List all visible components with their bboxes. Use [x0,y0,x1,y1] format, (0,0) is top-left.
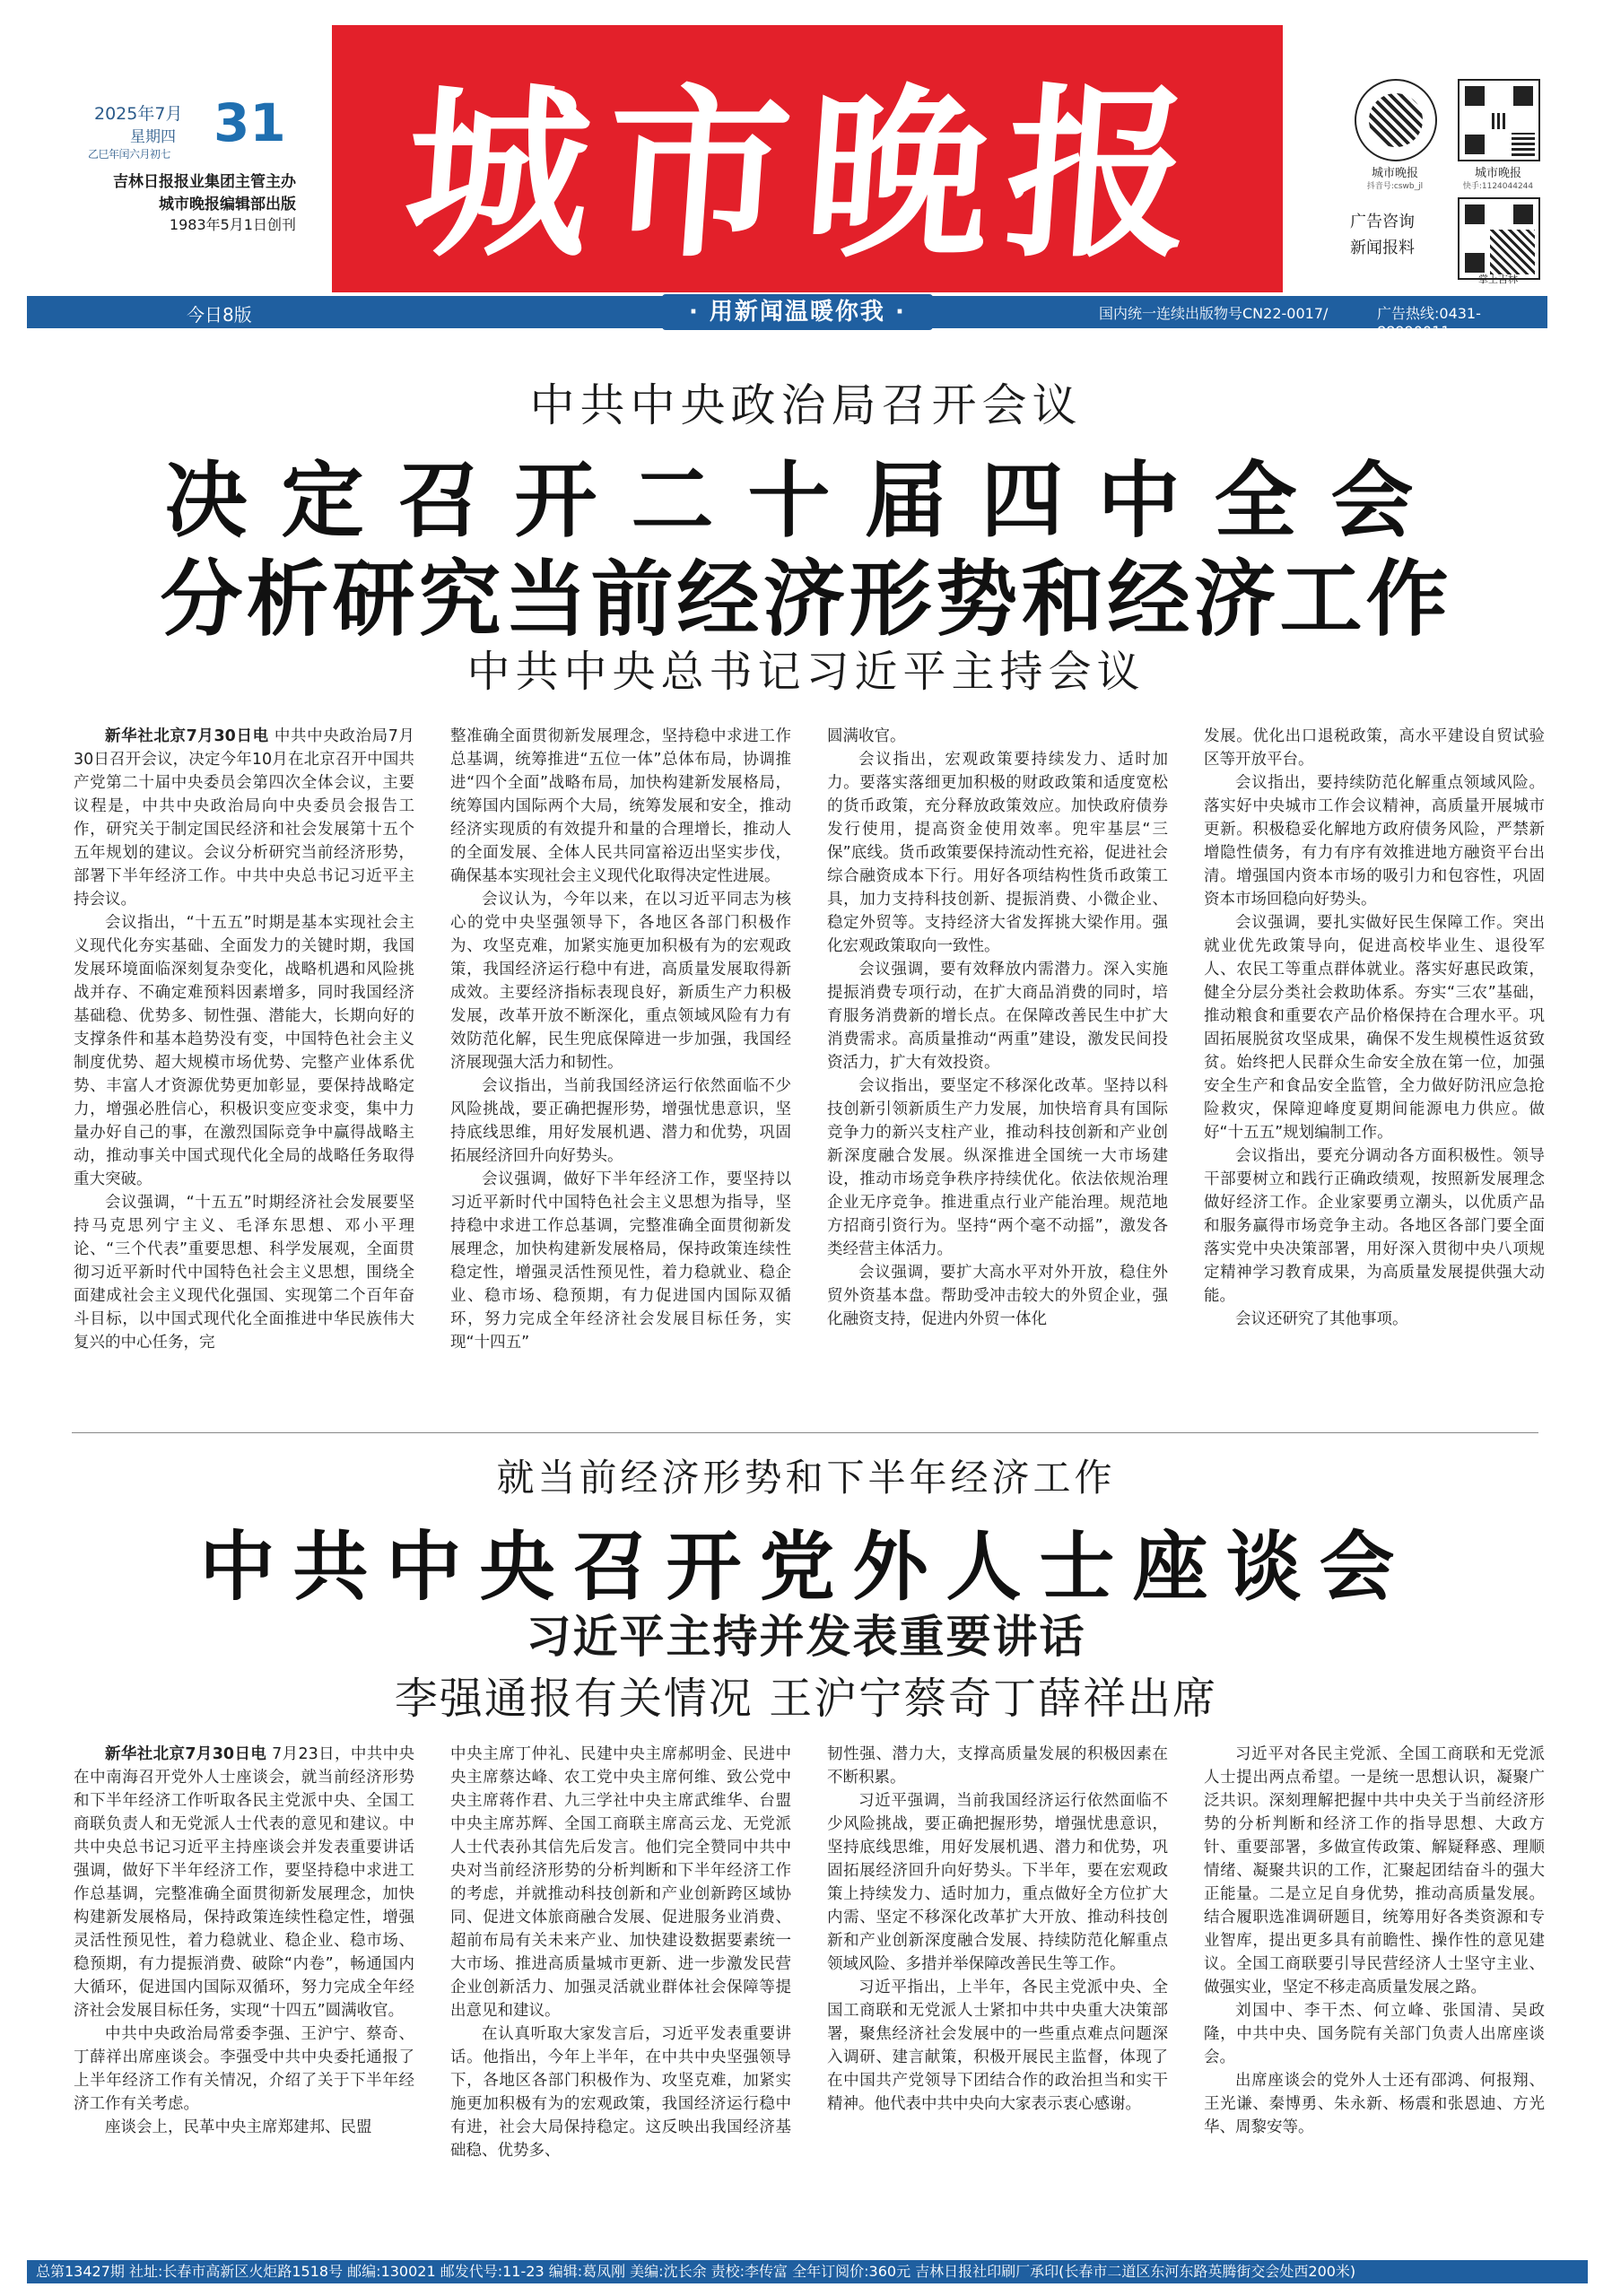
story2-column-4 [1204,1743,1545,2249]
story1-para: 会议强调，要扎实做好民生保障工作。突出就业优先政策导向，促进高校毕业生、退役军人、农民工等重点群体就业。落实好惠民政策，健全分层分类社会救助体系。夯实“三农”基础，推动粮食和重要农产品价格保持在合理水平。巩固拓展脱贫攻坚成果，确保不发生规模性返贫致贫。始终把人民群众生命安全放在第一位，加强安全生产和食品安全监管，全力做好防汛应急抢险救灾，保障迎峰度夏期间能源电力供应。做好“十五五”规划编制工作。 [1204,914,1545,1142]
story1-para: 会议指出，当前我国经济运行依然面临不少风险挑战，要正确把握形势，增强忧患意识，坚持底线思维，用好发展机遇、潜力和优势，巩固拓展经济回升向好势头。 [450,1077,791,1165]
qr3-label: 掌上吉林 [1478,274,1518,285]
publisher-line: 吉林日报报业集团主管主办 [113,173,296,191]
lunar-date: 乙巳年闰六月初七 [88,148,171,161]
story1-para: 会议指出，要充分调动各方面积极性。领导干部要树立和践行正确政绩观，按照新发展理念做好经济工作。企业家要勇立潮头，以优质产品和服务赢得市场竞争主动。各地区各部门要全面落实党中央决策部署，用好深入贯彻中央八项规定精神学习教育成果，为高质量发展提供强大动能。 [1204,1147,1545,1305]
story1-para: 会议还研究了其他事项。 [1235,1310,1408,1328]
qr2-label: 城市晚报 [1474,167,1521,180]
newspaper-title: 城市晚报 [398,66,1215,283]
story1-kicker: 中共中央政治局召开会议 [529,379,1083,431]
story2-kicker: 就当前经济形势和下半年经济工作 [496,1456,1116,1500]
story2-para: 韧性强、潜力大，支撑高质量发展的积极因素在不断积累。 [827,1745,1168,1787]
story1-para: 中共中央政治局7月30日召开会议，决定今年10月在北京召开中国共产党第二十届中央委员会第四次全体会议，主要议程是，中共中央政治局向中央委员会报告工作，研究关于制定国民经济和社会发展第十五个五年规划的建议。会议分析研究当前经济形势，部署下半年经济工作。中共中央总书记习近平主持会议。 [74,727,414,909]
story2-para: 习近平指出，上半年，各民主党派中央、全国工商联和无党派人士紧扣中共中央重大决策部署，聚焦经济社会发展中的一些重点难点问题深入调研、建言献策，积极开展民主监督，体现了在中国共产党领导下团结合作的政治担当和实干精神。他代表中共中央向大家表示衷心感谢。 [827,1979,1168,2113]
news-tip-label: 新闻报料 [1350,239,1415,257]
story1-dateline: 新华社北京7月30日电 [105,727,269,745]
story2-column-3 [827,1743,1168,2249]
masthead-banner [332,25,1283,292]
section-divider [72,1432,1538,1433]
story1-para: 会议强调，要有效释放内需潜力。深入实施提振消费专项行动，在扩大商品消费的同时，培育服务消费新的增长点。在保障改善民生中扩大消费需求。高质量推动“两重”建设，激发民间投资活力，扩大有效投资。 [827,961,1168,1072]
story2-para: 习近平强调，当前我国经济运行依然面临不少风险挑战，要正确把握形势，增强忧患意识，坚持底线思维，用好发展机遇、潜力和优势，巩固拓展经济回升向好势头。下半年，要在宏观政策上持续发力、适时加力，重点做好全方位扩大内需、坚定不移深化改革扩大开放、推动科技创新和产业创新深度融合发展、持续防范化解重点领域风险、多措并举保障改善民生等工作。 [827,1792,1168,1973]
story1-column-2 [450,725,791,1411]
today-pages: 今日8版 [187,304,252,326]
story2-subhead-2: 李强通报有关情况 王沪宁蔡奇丁薛祥出席 [394,1674,1218,1724]
story1-para: 会议指出，要持续防范化解重点领域风险。落实好中央城市工作会议精神，高质量开展城市更新。积极稳妥化解地方政府债务风险，严禁新增隐性债务，有力有序有效推进地方融资平台出清。增强国内资本市场的吸引力和包容性，巩固资本市场回稳向好势头。 [1204,774,1545,909]
qr1-sub: 抖音号:cswb_jl [1366,182,1424,191]
story1-headline-1: 决定召开二十届四中全会 [164,453,1448,549]
story1-headline-2: 分析研究当前经济形势和经济工作 [160,552,1452,648]
editor-line: 城市晚报编辑部出版 [159,196,296,213]
footer-text: 总第13427期 社址:长春市高新区火炬路1518号 邮编:130021 邮发代号:11-23 编辑:葛凤刚 美编:沈长余 责校:李传富 全年订阅价:360元 吉林日报社印刷厂承印(长春市二道区东河东路英腾街交会处西200米) [36,2263,1356,2280]
weekday: 星期四 [130,128,176,146]
story1-para: 会议指出，宏观政策要持续发力、适时加力。要落实落细更加积极的财政政策和适度宽松的货币政策，充分释放政策效应。加快政府债券发行使用，提高资金使用效率。兜牢基层“三保”底线。货币政策要保持流动性充裕，促进社会综合融资成本下行。用好各项结构性货币政策工具，加力支持科技创新、提振消费、小微企业、稳定外贸等。支持经济大省发挥挑大梁作用。强化宏观政策取向一致性。 [827,751,1168,955]
story2-para: 中央主席丁仲礼、民建中央主席郝明金、民进中央主席蔡达峰、农工党中央主席何维、致公党中央主席蒋作君、九三学社中央主席武维华、台盟中央主席苏辉、全国工商联主席高云龙、无党派人士代表孙其信先后发言。他们完全赞同中共中央对当前经济形势的分析判断和下半年经济工作的考虑，并就推动科技创新和产业创新跨区域协同、促进文体旅商融合发展、促进服务业消费、超前布局有关未来产业、加快建设数据要素统一大市场、推进高质量城市更新、进一步激发民营企业创新活力、加强灵活就业群体社会保障等提出意见和建议。 [450,1745,791,2020]
story1-para: 圆满收官。 [827,727,906,745]
app-qr-icon[interactable] [1458,197,1540,280]
story2-para: 中共中央政治局常委李强、王沪宁、蔡奇、丁薛祥出席座谈会。李强受中共中央委托通报了上半年经济工作有关情况，介绍了关于下半年经济工作有关考虑。 [74,2025,414,2113]
story1-para: 整准确全面贯彻新发展理念，坚持稳中求进工作总基调，统筹推进“五位一体”总体布局，协调推进“四个全面”战略布局，加快构建新发展格局，统筹国内国际两个大局，统筹发展和安全，推动经济实现质的有效提升和量的合理增长，推动人的全面发展、全体人民共同富裕迈出坚实步伐，确保基本实现社会主义现代化取得决定性进展。 [450,727,791,885]
date-line: 2025年7月 [94,104,183,124]
story2-para: 刘国中、李干杰、何立峰、张国清、吴政隆，中共中央、国务院有关部门负责人出席座谈会。 [1204,2002,1545,2066]
ad-consult-label: 广告咨询 [1350,213,1415,231]
story1-column-3 [827,725,1168,1411]
footer-bar [27,2260,1588,2283]
story2-dateline: 新华社北京7月30日电 [105,1745,267,1763]
story2-column-2 [450,1743,791,2249]
publication-number: 国内统一连续出版物号CN22-0017/ [1099,305,1329,322]
story1-para: 会议强调，做好下半年经济工作，要坚持以习近平新时代中国特色社会主义思想为指导，坚持稳中求进工作总基调，完整准确全面贯彻新发展理念，加快构建新发展格局，保持政策连续性稳定性，增强灵活性预见性，着力稳就业、稳企业、稳市场、稳预期，有力促进国内国际双循环，努力完成全年经济社会发展目标任务，实现“十四五” [450,1170,791,1352]
slogan: · 用新闻温暖你我 · [662,294,933,330]
douyin-qr-icon[interactable] [1355,79,1437,161]
qr1-label: 城市晚报 [1371,167,1418,180]
story1-para: 会议强调，要扩大高水平对外开放，稳住外贸外资基本盘。帮助受冲击较大的外贸企业，强化融资支持，促进内外贸一体化 [827,1264,1168,1328]
story2-subhead-1: 习近平主持并发表重要讲话 [526,1611,1086,1663]
date-block [81,92,296,267]
founded-line: 1983年5月1日创刊 [169,216,296,233]
story2-column-1 [74,1743,414,2249]
ad-hotline: 广告热线:0431-88990011 [1377,305,1481,340]
story2-headline: 中共中央召开党外人士座谈会 [199,1523,1413,1611]
kuaishou-qr-icon[interactable] [1458,79,1540,161]
story2-para: 习近平对各民主党派、全国工商联和无党派人士提出两点希望。一是统一思想认识，凝聚广泛共识。深刻理解把握中共中央关于当前经济形势的分析判断和经济工作的指导思想、大政方针、重要部署，多做宣传政策、解疑释惑、理顺情绪、凝聚共识的工作，汇聚起团结奋斗的强大正能量。二是立足自身优势，推动高质量发展。结合履职选准调研题目，统筹用好各类资源和专业智库，提出更多具有前瞻性、操作性的意见建议。全国工商联要引导民营经济人士坚守主业、做强实业，坚定不移走高质量发展之路。 [1204,1745,1545,1996]
qr2-sub: 快手:1124044244 [1462,182,1534,191]
info-bar [27,296,1547,340]
story1-column-4 [1204,725,1545,1411]
story1-para: 会议强调，“十五五”时期经济社会发展要坚持马克思列宁主义、毛泽东思想、邓小平理论、“三个代表”重要思想、科学发展观，全面贯彻习近平新时代中国特色社会主义思想，围绕全面建成社会主义现代化强国、实现第二个百年奋斗目标，以中国式现代化全面推进中华民族伟大复兴的中心任务，完 [74,1194,414,1352]
story1-column-1 [74,725,414,1411]
story2-para: 在认真听取大家发言后，习近平发表重要讲话。他指出，今年上半年，在中共中央坚强领导下，各地区各部门积极作为、攻坚克难，加紧实施更加积极有为的宏观政策，我国经济运行稳中有进，社会大局保持稳定。这反映出我国经济基础稳、优势多、 [450,2025,791,2160]
story2-para: 出席座谈会的党外人士还有邵鸿、何报翔、王光谦、秦博勇、朱永新、杨震和张恩迪、方光华、周黎安等。 [1204,2072,1545,2136]
story1-subhead: 中共中央总书记习近平主持会议 [466,647,1146,697]
day-number: 31 [213,92,286,153]
story2-para: 7月23日，中共中央在中南海召开党外人士座谈会，就当前经济形势和下半年经济工作听取各民主党派中央、全国工商联负责人和无党派人士代表的意见和建议。中共中央总书记习近平主持座谈会并发表重要讲话强调，做好下半年经济工作，要坚持稳中求进工作总基调，完整准确全面贯彻新发展理念，加快构建新发展格局，保持政策连续性稳定性，增强灵活性预见性，着力稳就业、稳企业、稳市场、稳预期，有力提振消费、破除“内卷”，畅通国内大循环，促进国内国际双循环，努力完成全年经济社会发展目标任务，实现“十四五”圆满收官。 [74,1745,414,2020]
story1-para: 发展。优化出口退税政策，高水平建设自贸试验区等开放平台。 [1204,727,1545,769]
story2-para: 座谈会上，民革中央主席郑建邦、民盟 [105,2118,372,2136]
story1-para: 会议认为，今年以来，在以习近平同志为核心的党中央坚强领导下，各地区各部门积极作为、攻坚克难，加紧实施更加积极有为的宏观政策，我国经济运行稳中有进，高质量发展取得新成效。主要经济指标表现良好，新质生产力积极发展，改革开放不断深化，重点领域风险有力有效防范化解，民生兜底保障进一步加强，我国经济展现强大活力和韧性。 [450,891,791,1072]
story1-para: 会议指出，要坚定不移深化改革。坚持以科技创新引领新质生产力发展，加快培育具有国际竞争力的新兴支柱产业，推动科技创新和产业创新深度融合发展。纵深推进全国统一大市场建设，推动市场竞争秩序持续优化。依法依规治理企业无序竞争。推进重点行业产能治理。规范地方招商引资行为。坚持“两个毫不动摇”，激发各类经营主体活力。 [827,1077,1168,1258]
story1-para: 会议指出，“十五五”时期是基本实现社会主义现代化夯实基础、全面发力的关键时期，我国发展环境面临深刻复杂变化，战略机遇和风险挑战并存、不确定难预料因素增多，同时我国经济基础稳、优势多、韧性强、潜能大，长期向好的支撑条件和基本趋势没有变，中国特色社会主义制度优势、超大规模市场优势、完整产业体系优势、丰富人才资源优势更加彰显，要保持战略定力，增强必胜信心，积极识变应变求变，集中力量办好自己的事，在激烈国际竞争中赢得战略主动，推动事关中国式现代化全局的战略任务取得重大突破。 [74,914,414,1188]
